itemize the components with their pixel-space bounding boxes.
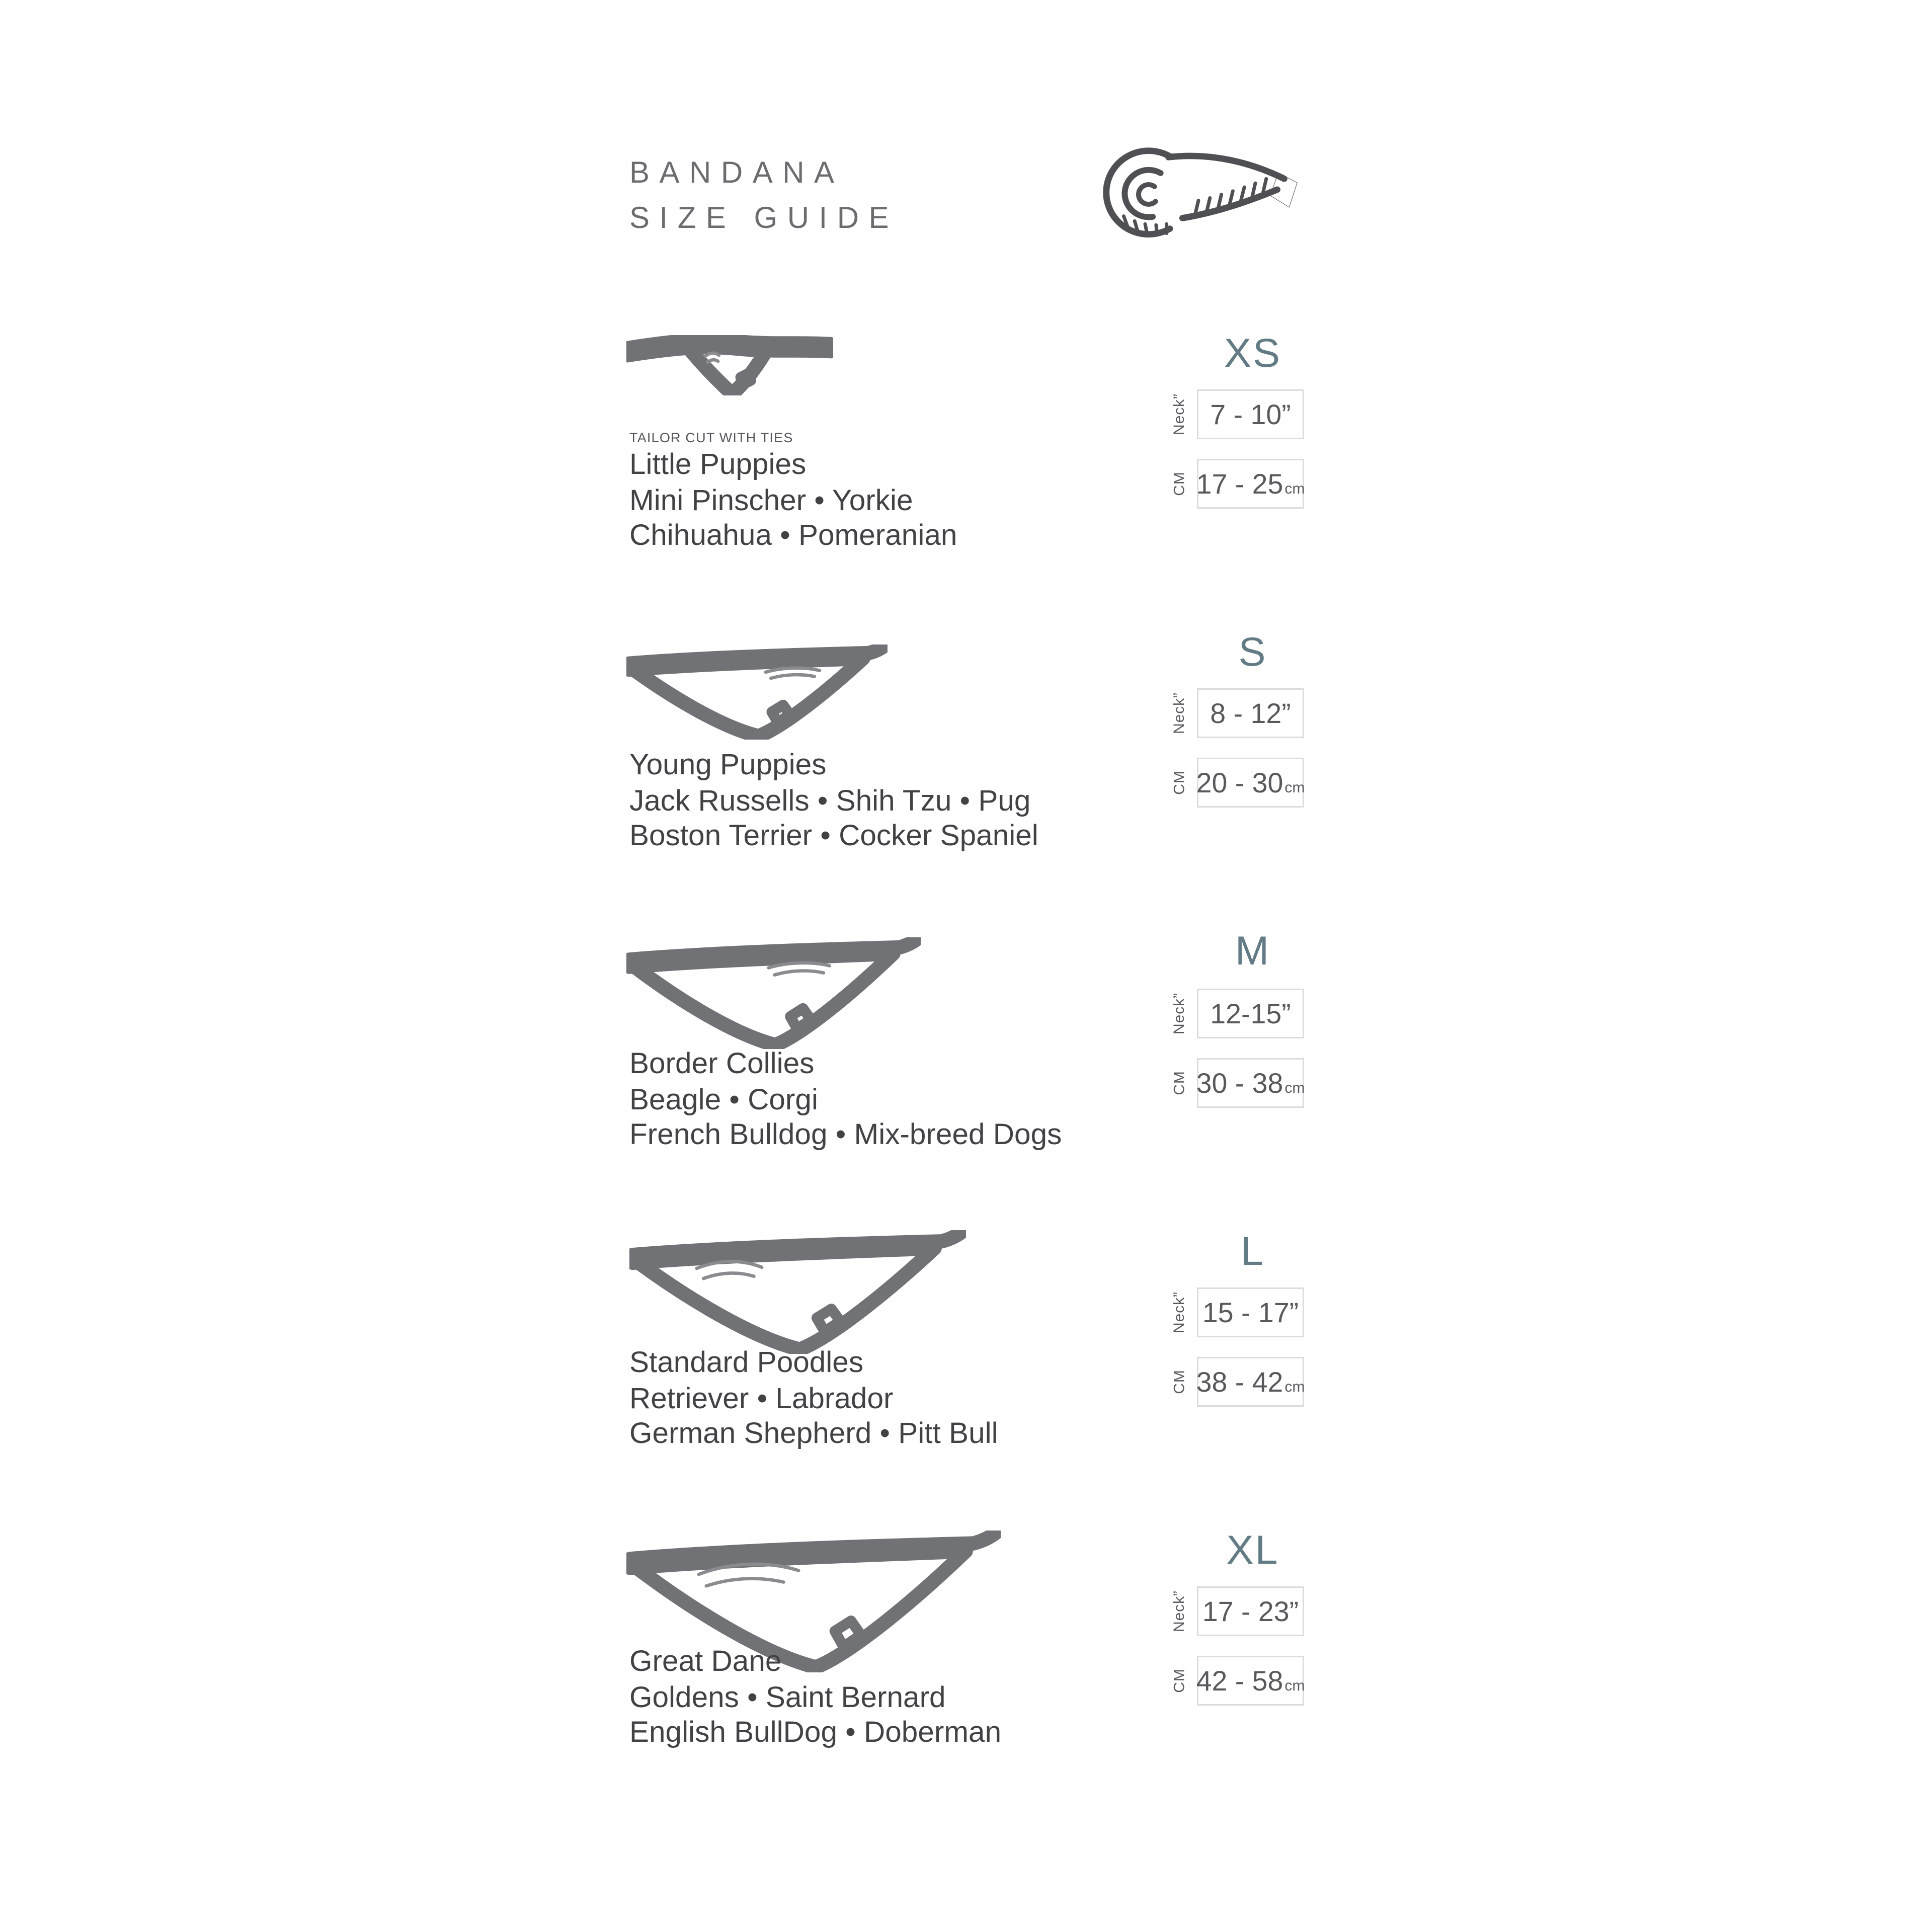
neck-inches-label: Neck” bbox=[1172, 993, 1189, 1034]
neck-cm-box bbox=[1197, 459, 1304, 509]
neck-cm-value: 38 - 42 bbox=[1196, 1365, 1283, 1397]
bandana-illustration bbox=[626, 645, 888, 740]
cm-unit-suffix: cm bbox=[1284, 1380, 1305, 1396]
page-title bbox=[629, 151, 899, 242]
size-code: S bbox=[1238, 629, 1267, 675]
neck-inches-value: 17 - 23” bbox=[1202, 1594, 1299, 1627]
neck-cm-box bbox=[1197, 758, 1304, 808]
breed-line: English BullDog • Doberman bbox=[629, 1717, 1002, 1750]
neck-cm-box bbox=[1197, 1357, 1304, 1407]
neck-cm-label: CM bbox=[1172, 471, 1189, 496]
breed-line: Jack Russells • Shih Tzu • Pug bbox=[629, 784, 1031, 818]
neck-inches-label: Neck” bbox=[1172, 1590, 1189, 1632]
bandana-illustration bbox=[626, 937, 921, 1049]
title-line-1: BANDANA bbox=[629, 157, 844, 190]
neck-cm-value: 30 - 38 bbox=[1196, 1066, 1283, 1098]
breed-list bbox=[629, 1645, 1001, 1752]
breed-line: German Shepherd • Pitt Bull bbox=[629, 1418, 998, 1452]
cm-unit-suffix: cm bbox=[1284, 481, 1305, 498]
neck-cm-label: CM bbox=[1172, 1370, 1189, 1394]
neck-inches-value: 8 - 12” bbox=[1210, 696, 1291, 729]
neck-cm-box bbox=[1197, 1656, 1304, 1706]
breed-list bbox=[629, 749, 1038, 856]
neck-inches-box bbox=[1197, 389, 1304, 439]
neck-inches-value: 7 - 10” bbox=[1210, 397, 1291, 430]
breed-line: Chihuahua • Pomeranian bbox=[629, 520, 957, 553]
size-code: M bbox=[1235, 928, 1271, 974]
measuring-tape-icon bbox=[1093, 143, 1307, 249]
breed-list bbox=[629, 1048, 1062, 1155]
neck-inches-box bbox=[1197, 1287, 1304, 1337]
breed-line: Retriever • Labrador bbox=[629, 1382, 894, 1416]
cm-unit-suffix: cm bbox=[1284, 1081, 1305, 1097]
cut-note: TAILOR CUT WITH TIES bbox=[629, 430, 793, 445]
audience-line: Border Collies bbox=[629, 1048, 815, 1081]
breed-line: Beagle • Corgi bbox=[629, 1083, 818, 1117]
neck-inches-label: Neck” bbox=[1172, 393, 1189, 435]
breed-line: Mini Pinscher • Yorkie bbox=[629, 484, 913, 518]
size-code: XL bbox=[1226, 1527, 1279, 1573]
neck-inches-value: 12-15” bbox=[1210, 997, 1291, 1029]
size-code: XS bbox=[1224, 331, 1282, 376]
audience-line: Young Puppies bbox=[629, 749, 827, 782]
audience-line: Little Puppies bbox=[629, 448, 807, 481]
neck-inches-label: Neck” bbox=[1172, 692, 1189, 734]
neck-cm-box bbox=[1197, 1058, 1304, 1108]
breed-line: Boston Terrier • Cocker Spaniel bbox=[629, 820, 1038, 854]
neck-cm-value: 17 - 25 bbox=[1196, 467, 1283, 499]
breed-line: French Bulldog • Mix-breed Dogs bbox=[629, 1119, 1062, 1153]
neck-cm-value: 42 - 58 bbox=[1196, 1664, 1283, 1696]
bandana-illustration bbox=[629, 1230, 966, 1354]
neck-cm-value: 20 - 30 bbox=[1196, 766, 1283, 798]
neck-inches-box bbox=[1197, 1586, 1304, 1636]
audience-line: Standard Poodles bbox=[629, 1346, 864, 1380]
neck-inches-box bbox=[1197, 989, 1304, 1038]
neck-inches-label: Neck” bbox=[1172, 1292, 1189, 1333]
neck-cm-label: CM bbox=[1172, 770, 1189, 795]
cm-unit-suffix: cm bbox=[1284, 1678, 1305, 1695]
breed-list bbox=[629, 448, 957, 555]
breed-list bbox=[629, 1346, 998, 1454]
neck-inches-box bbox=[1197, 688, 1304, 738]
bandana-with-ties-illustration bbox=[626, 335, 833, 395]
size-code: L bbox=[1240, 1229, 1265, 1274]
neck-cm-label: CM bbox=[1172, 1071, 1189, 1095]
neck-cm-label: CM bbox=[1172, 1668, 1189, 1693]
neck-inches-value: 15 - 17” bbox=[1202, 1296, 1299, 1328]
title-line-2: SIZE GUIDE bbox=[629, 202, 899, 235]
breed-line: Goldens • Saint Bernard bbox=[629, 1681, 946, 1715]
cm-unit-suffix: cm bbox=[1284, 780, 1305, 797]
audience-line: Great Dane bbox=[629, 1645, 782, 1678]
